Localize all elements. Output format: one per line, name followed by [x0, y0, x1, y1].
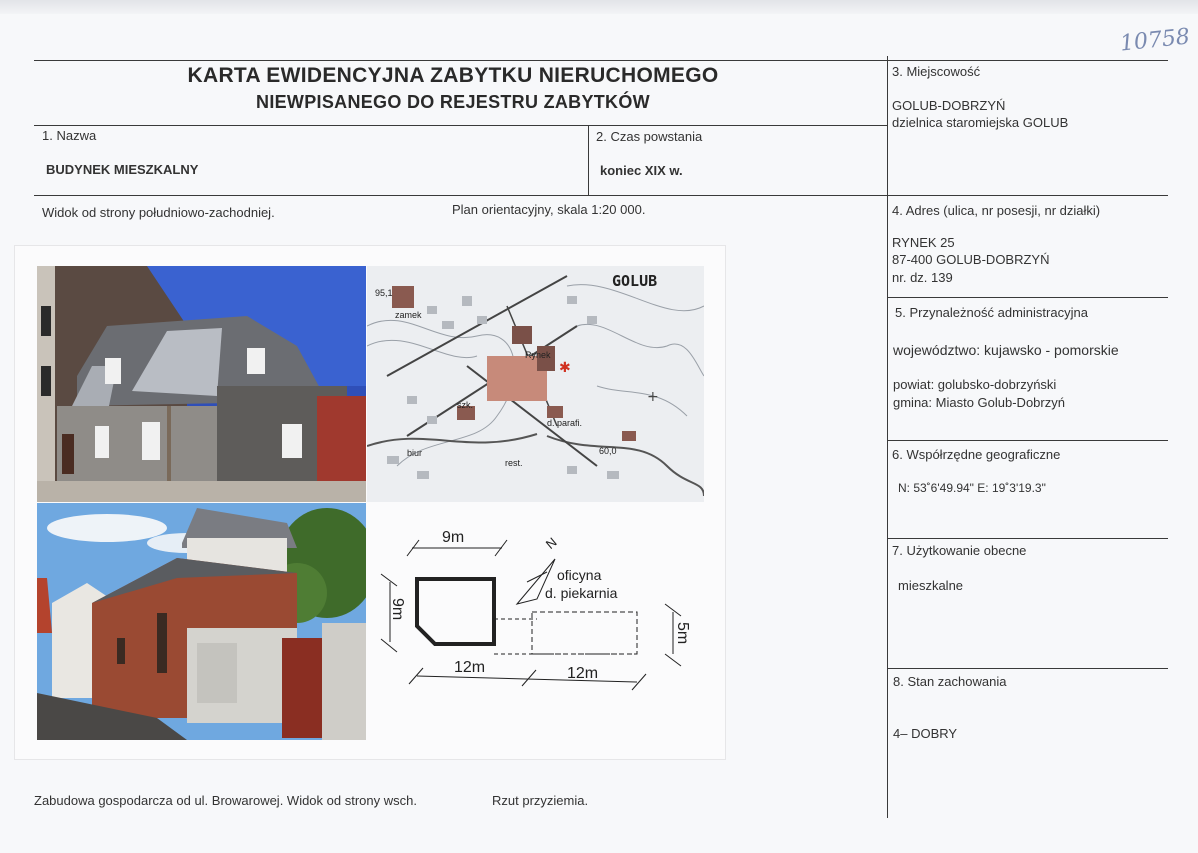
card-subtitle: NIEWPISANEGO DO REJESTRU ZABYTKÓW	[256, 92, 650, 112]
top-photo-caption: Widok od strony południowo-zachodniej.	[42, 205, 275, 220]
rule-coords-bottom	[888, 538, 1168, 539]
handwritten-number: 10758	[1118, 24, 1192, 57]
coords-value: N: 53˚6'49.94" E: 19˚3'19.3"	[898, 481, 1046, 495]
scan-edge	[0, 0, 1198, 14]
coords-label: 6. Współrzędne geograficzne	[892, 447, 1061, 462]
dim-bottom-right-label: 12m	[567, 665, 599, 682]
dim-left-label: 9m	[389, 598, 406, 621]
annex-sublabel: d. piekarnia	[545, 585, 618, 601]
address-parcel: nr. dz. 139	[892, 270, 953, 285]
dim-bottom-left-label: 12m	[454, 659, 486, 676]
rule-address-bottom	[888, 297, 1168, 298]
address-label: 4. Adres (ulica, nr posesji, nr działki)	[892, 203, 1101, 218]
admin-voivodeship: województwo: kujawsko - pomorskie	[893, 342, 1119, 358]
rule-name-date-divider	[588, 125, 589, 195]
orientation-map	[367, 266, 704, 502]
address-street: RYNEK 25	[892, 235, 955, 250]
map-caption: Plan orientacyjny, skala 1:20 000.	[452, 202, 646, 217]
north-label: N	[542, 534, 560, 552]
map-label-school: szk.	[457, 400, 474, 410]
locality-district: dzielnica staromiejska GOLUB	[892, 115, 1069, 130]
locality-value: GOLUB-DOBRZYŃ	[892, 98, 1006, 113]
admin-commune: gmina: Miasto Golub-Dobrzyń	[893, 395, 1065, 410]
rule-top	[34, 60, 1168, 61]
rule-admin-bottom	[888, 440, 1168, 441]
annex-label: oficyna	[557, 567, 602, 583]
farm-buildings-photo	[37, 503, 366, 740]
map-label-office: biur	[407, 448, 423, 458]
rule-title-bottom	[34, 125, 888, 126]
address-postal: 87-400 GOLUB-DOBRZYŃ	[892, 252, 1050, 267]
rule-usage-bottom	[888, 668, 1168, 669]
map-label-market: Rynek	[525, 350, 551, 360]
map-label-parish: d. parafi.	[547, 418, 583, 428]
svg-text:+: +	[647, 389, 659, 405]
dim-top-label: 9m	[442, 529, 465, 546]
name-label: 1. Nazwa	[42, 128, 97, 143]
date-value: koniec XIX w.	[600, 163, 683, 178]
admin-county: powiat: golubsko-dobrzyński	[893, 377, 1057, 392]
date-label: 2. Czas powstania	[596, 129, 703, 144]
bottom-photo-caption: Zabudowa gospodarcza od ul. Browarowej. Widok od strony wsch.	[34, 793, 417, 808]
map-label-castle: zamek	[395, 310, 422, 320]
map-label-elevation-2: 60,0	[599, 446, 617, 456]
dim-right-label: 5m	[674, 622, 691, 645]
condition-value: 4– DOBRY	[893, 726, 958, 741]
card-title: KARTA EWIDENCYJNA ZABYTKU NIERUCHOMEGO	[187, 64, 719, 87]
svg-text:✱: ✱	[559, 360, 571, 376]
plan-caption: Rzut przyziemia.	[492, 793, 589, 808]
usage-value: mieszkalne	[898, 578, 964, 593]
map-label-restaurant: rest.	[505, 458, 523, 468]
admin-label: 5. Przynależność administracyjna	[895, 305, 1088, 320]
map-label-elevation: 95,1	[375, 288, 393, 298]
rule-right-column	[887, 56, 888, 818]
rule-fields-bottom	[34, 195, 1168, 196]
name-value: BUDYNEK MIESZKALNY	[46, 162, 199, 177]
condition-label: 8. Stan zachowania	[893, 674, 1007, 689]
locality-label: 3. Miejscowość	[892, 64, 981, 79]
house-photo	[37, 266, 366, 502]
map-town-label: GOLUB	[612, 272, 658, 290]
usage-label: 7. Użytkowanie obecne	[892, 543, 1027, 558]
floor-plan	[367, 504, 705, 740]
